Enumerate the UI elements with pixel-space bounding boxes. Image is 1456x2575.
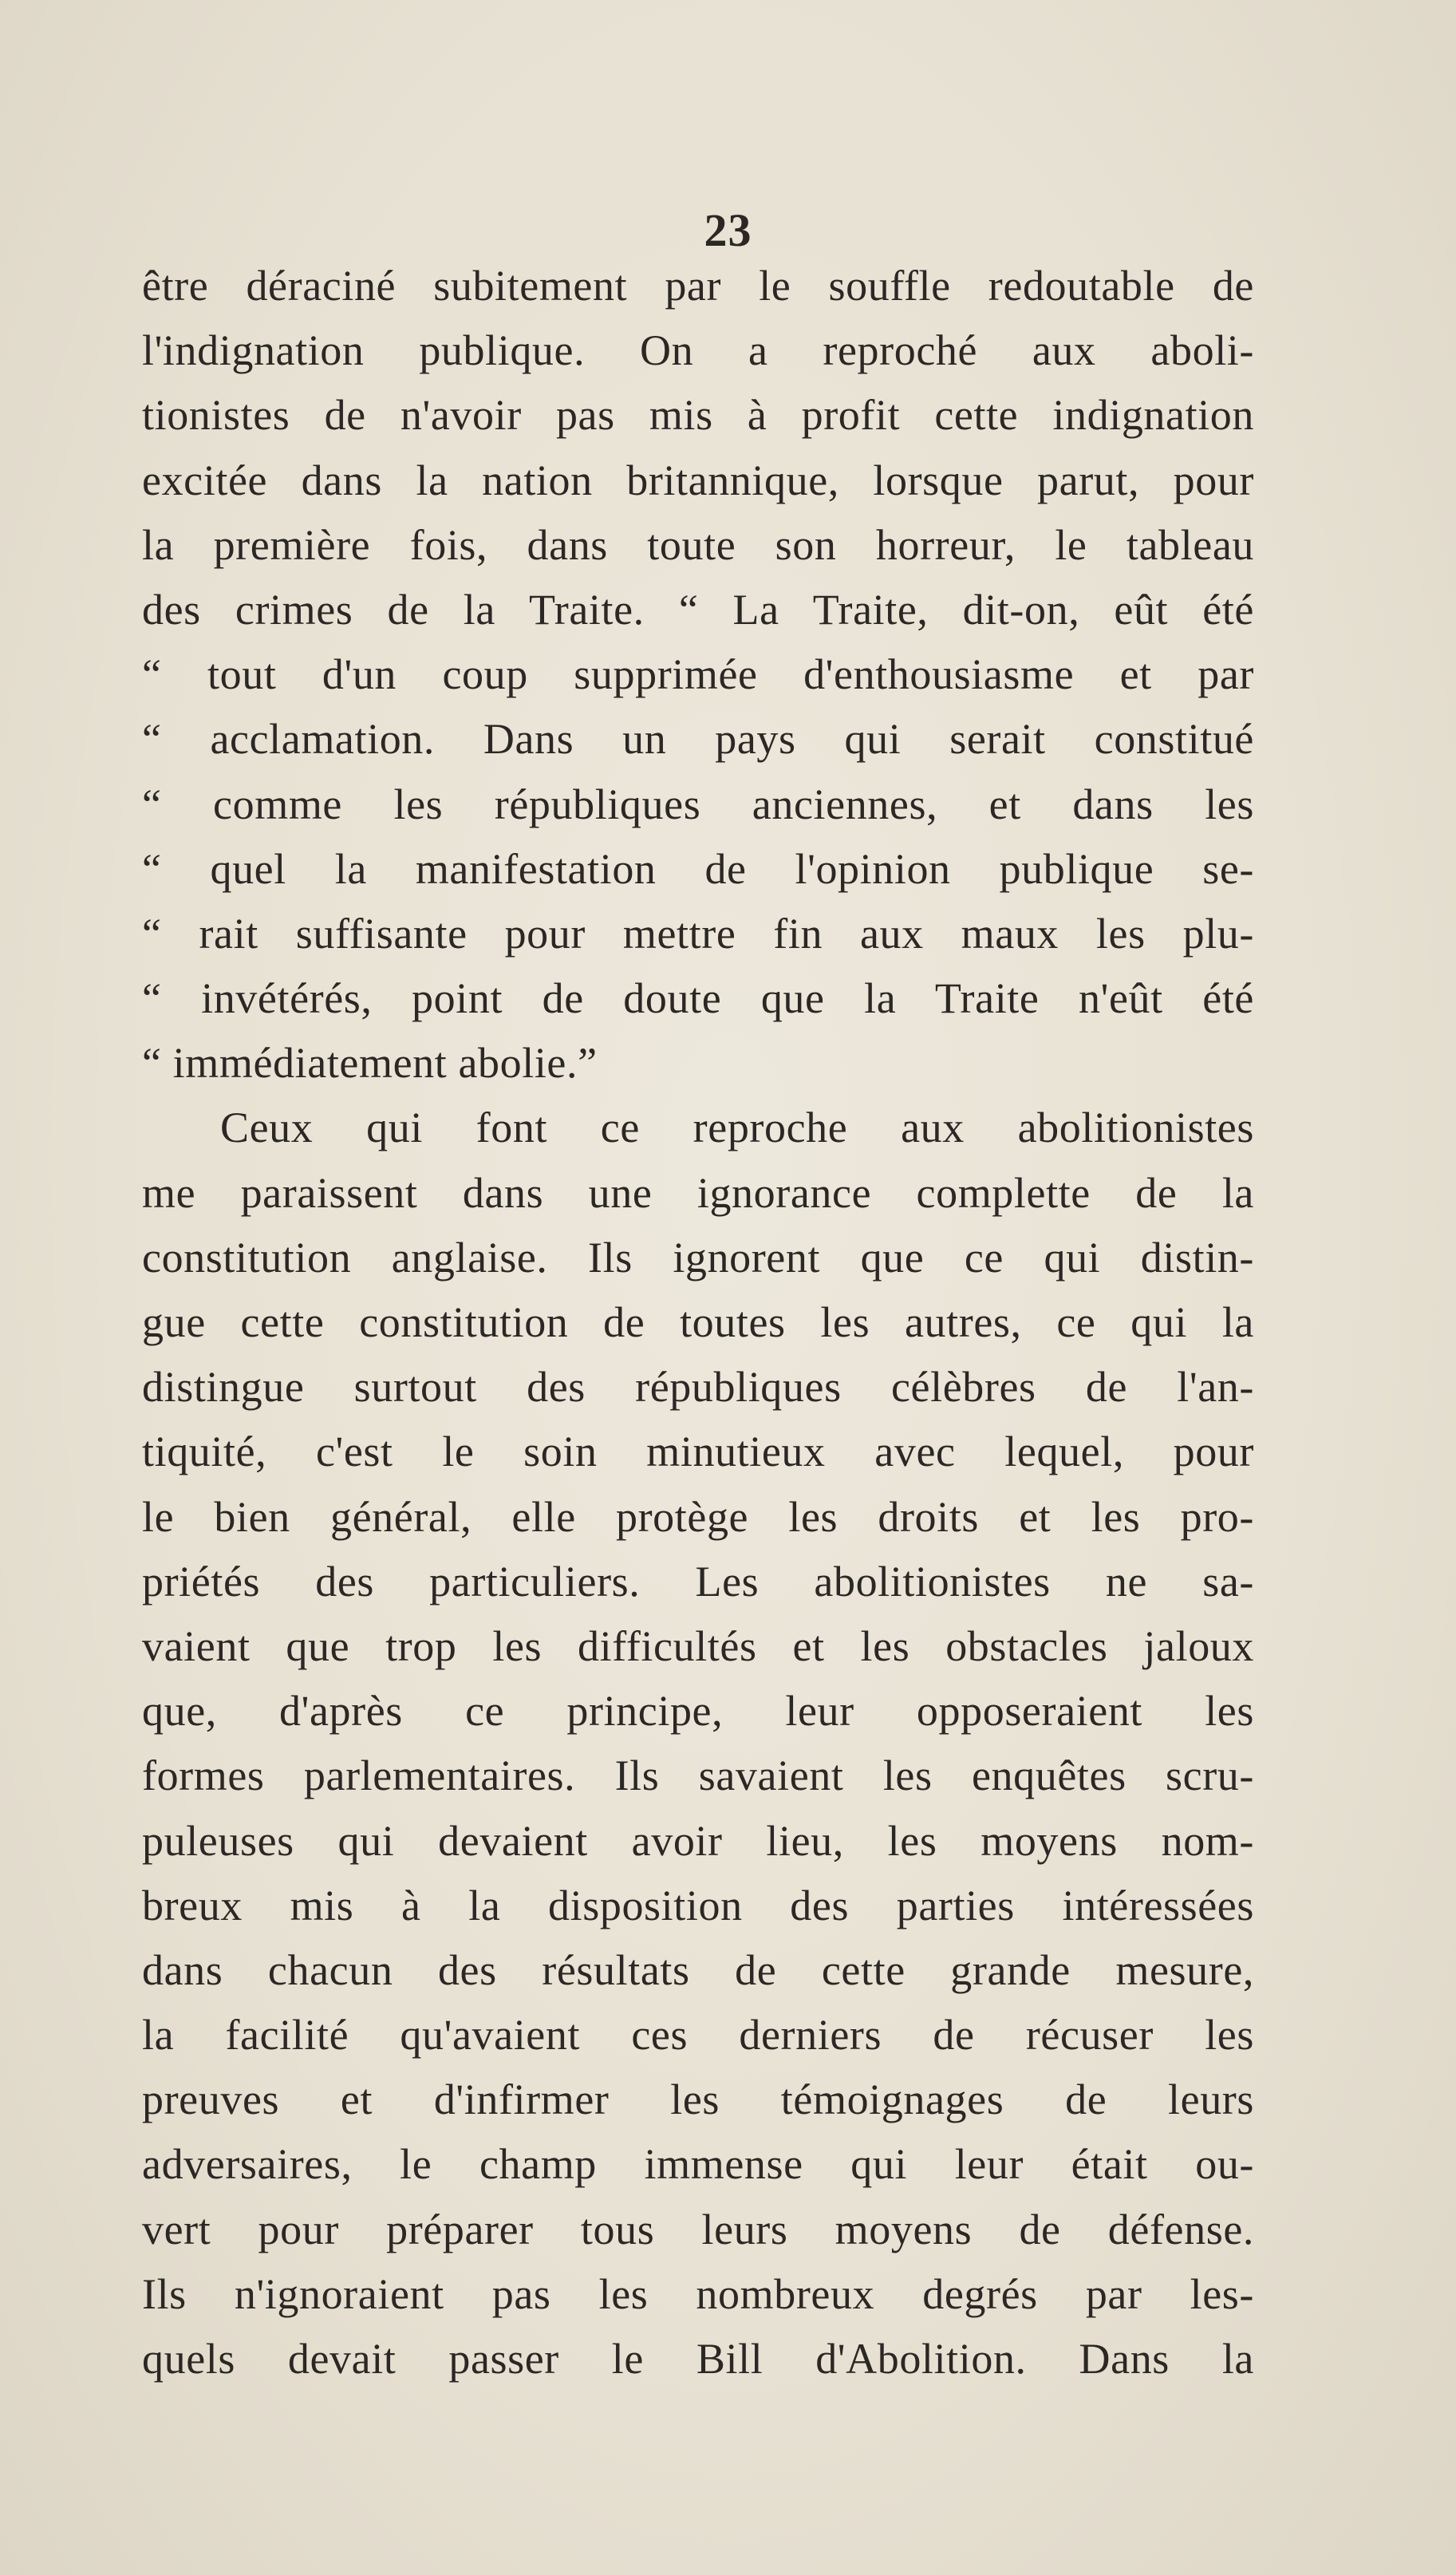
text-line: “ invétérés, point de doute que la Traite n'eût été: [142, 974, 1254, 1023]
text-line: la facilité qu'avaient ces derniers de récuser les: [142, 2011, 1254, 2060]
text-line: breux mis à la disposition des parties intéressées: [142, 1881, 1254, 1929]
page-number: 23: [704, 204, 752, 256]
text-line: “ rait suffisante pour mettre fin aux maux les plu-: [142, 909, 1254, 958]
text-line: des crimes de la Traite. “ La Traite, dit-on, eût été: [142, 585, 1254, 634]
text-line: me paraissent dans une ignorance complette de la: [142, 1168, 1254, 1217]
text-line: preuves et d'infirmer les témoignages de leurs: [142, 2075, 1254, 2124]
text-line: vert pour préparer tous leurs moyens de défense.: [142, 2205, 1254, 2253]
text-line: vaient que trop les difficultés et les obstacles jaloux: [142, 1621, 1254, 1670]
text-line: formes parlementaires. Ils savaient les enquêtes scru-: [142, 1752, 1254, 1800]
text-line: le bien général, elle protège les droits et les pro-: [142, 1492, 1254, 1541]
text-line: quels devait passer le Bill d'Abolition. Dans la: [142, 2335, 1254, 2383]
text-line: excitée dans la nation britannique, lorsque parut, pour: [142, 456, 1254, 504]
text-line: que, d'après ce principe, leur opposeraient les: [142, 1687, 1254, 1736]
text-line: être déraciné subitement par le souffle redoutable de: [142, 262, 1254, 310]
text-line: distingue surtout des républiques célèbres de l'an-: [142, 1363, 1254, 1412]
text-line: dans chacun des résultats de cette grande mesure,: [142, 1945, 1254, 1994]
text-line: la première fois, dans toute son horreur, le tableau: [142, 520, 1254, 569]
text-line: “ comme les républiques anciennes, et dans les: [142, 780, 1254, 828]
text-line: puleuses qui devaient avoir lieu, les moyens nom-: [142, 1816, 1254, 1865]
text-line: tiquité, c'est le soin minutieux avec lequel, pour: [142, 1428, 1254, 1476]
text-line: “ immédiatement abolie.”: [142, 1039, 598, 1088]
body-text: [142, 254, 1254, 2391]
text-line: Ils n'ignoraient pas les nombreux degrés par les-: [142, 2269, 1254, 2318]
text-line: priétés des particuliers. Les abolitionistes ne sa-: [142, 1557, 1254, 1605]
text-line: gue cette constitution de toutes les autres, ce qui la: [142, 1298, 1254, 1346]
text-line: tionistes de n'avoir pas mis à profit cette indignation: [142, 391, 1254, 440]
text-line: constitution anglaise. Ils ignorent que ce qui distin-: [142, 1233, 1254, 1282]
text-line: adversaires, le champ immense qui leur était ou-: [142, 2140, 1254, 2189]
text-line: l'indignation publique. On a reproché aux aboli-: [142, 326, 1254, 375]
text-line: “ quel la manifestation de l'opinion publique se-: [142, 844, 1254, 893]
text-line: “ tout d'un coup supprimée d'enthousiasme et par: [142, 650, 1254, 699]
text-line: “ acclamation. Dans un pays qui serait constitué: [142, 715, 1254, 764]
text-line: Ceux qui font ce reproche aux abolitionistes: [220, 1104, 1254, 1152]
